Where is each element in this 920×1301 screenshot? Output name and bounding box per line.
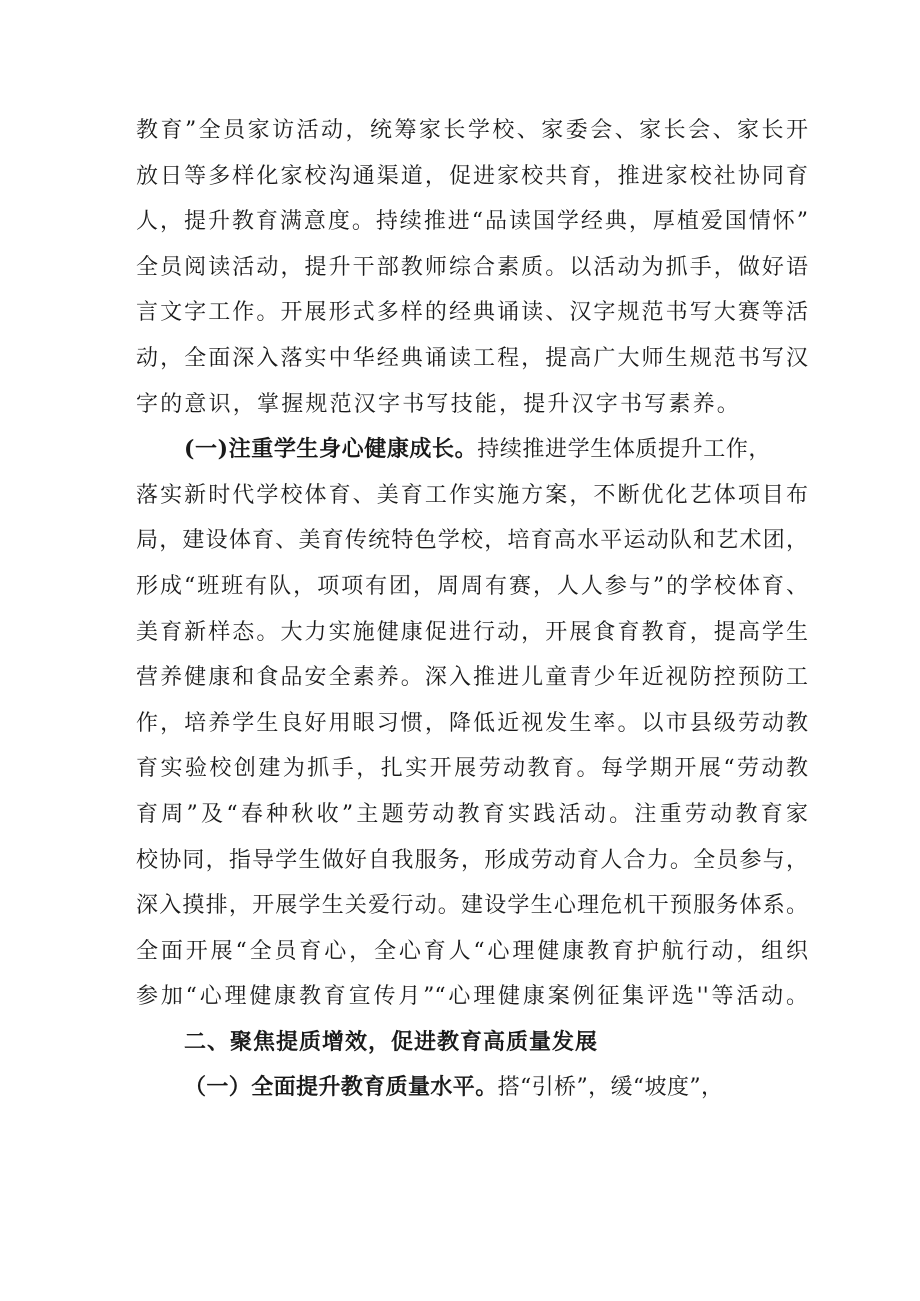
paragraph-text: 持续推进学生体质提升工作， bbox=[477, 437, 772, 463]
paragraph-first-line bbox=[136, 1065, 808, 1111]
text-line: 放日等多样化家校沟通渠道，促进家校共育，推进家校社协同育 bbox=[136, 163, 808, 189]
document-body bbox=[136, 108, 808, 1111]
text-line: 落实新时代学校体育、美育工作实施方案，不断优化艺体项目布 bbox=[136, 482, 808, 508]
text-line: 参加“心理健康教育宣传月”“心理健康案例征集评选''等活动。 bbox=[136, 984, 808, 1010]
text-line: 人，提升教育满意度。持续推进“品读国学经典，厚植爱国情怀” bbox=[136, 209, 808, 235]
text-line: 作，培养学生良好用眼习惯，降低近视发生率。以市县级劳动教 bbox=[136, 710, 808, 736]
text-line: 教育”全员家访活动，统筹家长学校、家委会、家长会、家长开 bbox=[136, 118, 808, 143]
text-line: 育实验校创建为抓手，扎实开展劳动教育。每学期开展“劳动教 bbox=[136, 756, 808, 782]
text-line: 字的意识，掌握规范汉字书写技能，提升汉字书写素养。 bbox=[136, 391, 742, 417]
text-line: 全员阅读活动，提升干部教师综合素质。以活动为抓手，做好语 bbox=[136, 254, 808, 280]
text-line: 言文字工作。开展形式多样的经典诵读、汉字规范书写大赛等活 bbox=[136, 300, 808, 326]
text-line: 营养健康和食品安全素养。深入推进儿童青少年近视防控预防工 bbox=[136, 665, 808, 691]
text-line: 动，全面深入落实中华经典诵读工程，提高广大师生规范书写汉 bbox=[136, 345, 808, 371]
text-line: 深入摸排，开展学生关爱行动。建设学生心理危机干预服务体系。 bbox=[136, 893, 808, 919]
paragraph-text: 搭“引桥”，缓“坡度”， bbox=[497, 1075, 724, 1101]
paragraph-first-line bbox=[136, 427, 808, 473]
section-heading: 二、聚焦提质增效，促进教育高质量发展 bbox=[184, 1028, 599, 1055]
text-line: 形成“班班有队，项项有团，周周有赛，人人参与”的学校体育、 bbox=[136, 573, 808, 599]
paragraph-heading: (一)注重学生身心健康成长。 bbox=[184, 436, 478, 463]
text-line: 校协同，指导学生做好自我服务，形成劳动育人合力。全员参与， bbox=[136, 847, 808, 873]
paragraph-heading: （一）全面提升教育质量水平。 bbox=[184, 1074, 498, 1101]
text-line: 局，建设体育、美育传统特色学校，培育高水平运动队和艺术团， bbox=[136, 528, 808, 554]
text-line: 育周”及“春种秋收”主题劳动教育实践活动。注重劳动教育家 bbox=[136, 801, 808, 827]
text-line: 美育新样态。大力实施健康促进行动，开展食育教育，提高学生 bbox=[136, 619, 808, 645]
text-line: 全面开展“全员育心，全心育人“心理健康教育护航行动，组织 bbox=[136, 938, 808, 964]
